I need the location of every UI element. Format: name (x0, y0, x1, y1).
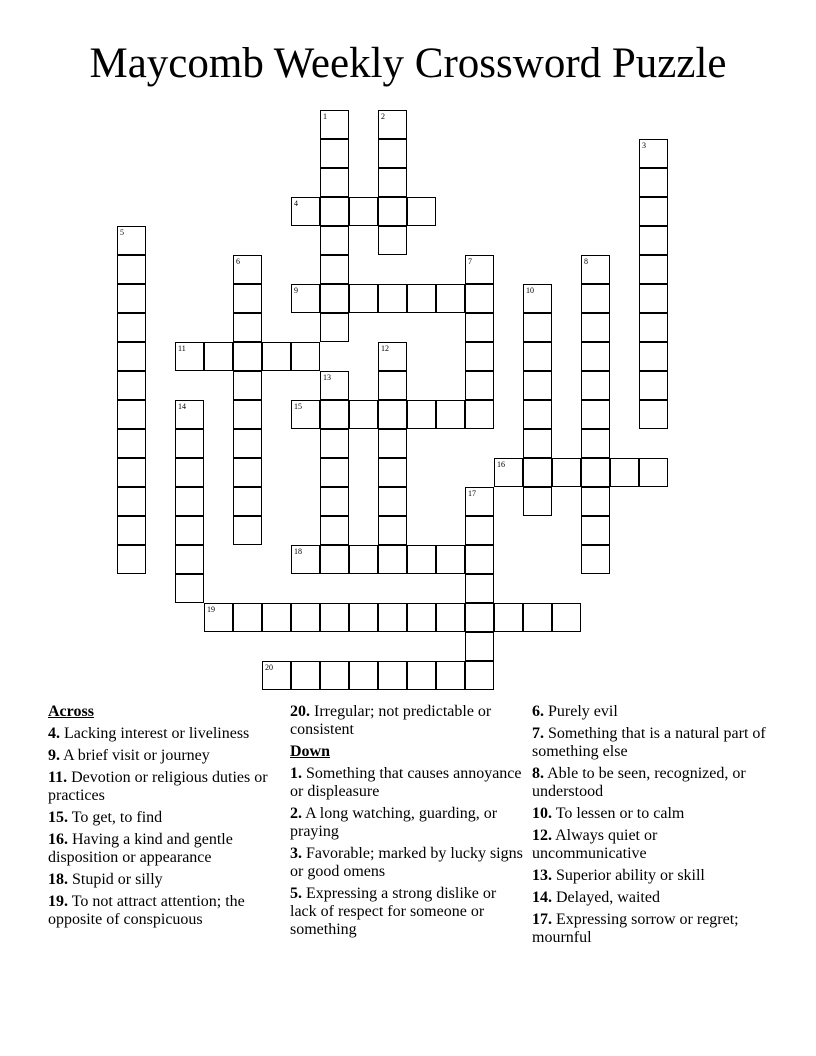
grid-cell[interactable] (407, 400, 436, 429)
grid-cell[interactable] (581, 313, 610, 342)
clue-down-8: 8. Able to be seen, recognized, or understood (532, 765, 746, 800)
grid-cell[interactable] (523, 400, 552, 429)
grid-cell[interactable] (378, 110, 407, 139)
grid-cell[interactable] (175, 487, 204, 516)
grid-cell[interactable] (436, 603, 465, 632)
grid-cell[interactable] (233, 487, 262, 516)
grid-cell[interactable] (117, 371, 146, 400)
cell-number: 12 (381, 344, 389, 353)
grid-cell[interactable] (639, 400, 668, 429)
grid-cell[interactable] (320, 545, 349, 574)
clue-down-2: 2. A long watching, guarding, or praying (290, 805, 498, 840)
grid-cell[interactable] (320, 661, 349, 690)
clue-down-13: 13. Superior ability or skill (532, 867, 705, 884)
grid-cell[interactable] (523, 313, 552, 342)
grid-cell[interactable] (291, 661, 320, 690)
grid-cell[interactable] (378, 429, 407, 458)
grid-cell[interactable] (407, 284, 436, 313)
grid-cell[interactable] (204, 342, 233, 371)
grid-cell[interactable] (523, 371, 552, 400)
grid-cell[interactable] (233, 400, 262, 429)
grid-cell[interactable] (117, 487, 146, 516)
grid-cell[interactable] (639, 342, 668, 371)
grid-cell[interactable] (610, 458, 639, 487)
grid-cell[interactable] (117, 458, 146, 487)
across-heading: Across (48, 703, 94, 720)
grid-cell[interactable] (378, 226, 407, 255)
grid-cell[interactable] (320, 313, 349, 342)
cell-number: 5 (120, 228, 124, 237)
grid-cell[interactable] (117, 255, 146, 284)
grid-cell[interactable] (349, 197, 378, 226)
grid-cell[interactable] (117, 313, 146, 342)
cell-number: 18 (294, 547, 302, 556)
grid-cell[interactable] (581, 284, 610, 313)
grid-cell[interactable] (117, 284, 146, 313)
grid-cell[interactable] (465, 255, 494, 284)
grid-cell[interactable] (291, 603, 320, 632)
grid-cell[interactable] (378, 603, 407, 632)
cell-number: 17 (468, 489, 476, 498)
grid-cell[interactable] (552, 458, 581, 487)
grid-cell[interactable] (523, 603, 552, 632)
grid-cell[interactable] (320, 255, 349, 284)
grid-cell[interactable] (117, 226, 146, 255)
clue-across-19: 19. To not attract attention; the opposite of conspicuous (48, 893, 245, 928)
grid-cell[interactable] (233, 255, 262, 284)
grid-cell[interactable] (581, 516, 610, 545)
grid-cell[interactable] (291, 197, 320, 226)
grid-cell[interactable] (465, 516, 494, 545)
grid-cell[interactable] (291, 400, 320, 429)
grid-cell[interactable] (465, 574, 494, 603)
grid-cell[interactable] (320, 168, 349, 197)
grid-cell[interactable] (291, 342, 320, 371)
page-title: Maycomb Weekly Crossword Puzzle (89, 40, 727, 87)
clues-column-2 (290, 703, 525, 943)
grid-cell[interactable] (552, 603, 581, 632)
grid-cell[interactable] (233, 371, 262, 400)
clue-across-18: 18. Stupid or silly (48, 871, 163, 888)
grid-cell[interactable] (175, 516, 204, 545)
grid-cell[interactable] (407, 545, 436, 574)
grid-cell[interactable] (639, 255, 668, 284)
clue-down-6: 6. Purely evil (532, 703, 618, 720)
cell-number: 15 (294, 402, 302, 411)
grid-cell[interactable] (378, 487, 407, 516)
grid-cell[interactable] (349, 545, 378, 574)
grid-cell[interactable] (378, 458, 407, 487)
cell-number: 11 (178, 344, 186, 353)
grid-cell[interactable] (233, 284, 262, 313)
grid-cell[interactable] (175, 429, 204, 458)
grid-cell[interactable] (320, 110, 349, 139)
grid-cell[interactable] (233, 313, 262, 342)
grid-cell[interactable] (320, 458, 349, 487)
grid-cell[interactable] (320, 487, 349, 516)
grid-cell[interactable] (494, 603, 523, 632)
grid-cell[interactable] (291, 284, 320, 313)
down-heading: Down (290, 743, 331, 760)
grid-cell[interactable] (436, 545, 465, 574)
grid-cell[interactable] (320, 603, 349, 632)
cell-number: 9 (294, 286, 298, 295)
cell-number: 3 (642, 141, 646, 150)
grid-cell[interactable] (378, 342, 407, 371)
grid-cell[interactable] (320, 139, 349, 168)
grid-cell[interactable] (378, 371, 407, 400)
grid-cell[interactable] (233, 342, 262, 371)
grid-cell[interactable] (523, 429, 552, 458)
grid-cell[interactable] (523, 342, 552, 371)
grid-cell[interactable] (117, 429, 146, 458)
grid-cell[interactable] (407, 197, 436, 226)
cell-number: 13 (323, 373, 331, 382)
grid-cell[interactable] (639, 226, 668, 255)
grid-cell[interactable] (117, 342, 146, 371)
clue-across-9: 9. A brief visit or journey (48, 747, 210, 764)
grid-cell[interactable] (465, 400, 494, 429)
grid-cell[interactable] (465, 545, 494, 574)
grid-cell[interactable] (320, 429, 349, 458)
grid-cell[interactable] (407, 661, 436, 690)
grid-cell[interactable] (117, 400, 146, 429)
grid-cell[interactable] (117, 545, 146, 574)
grid-cell[interactable] (233, 458, 262, 487)
clue-down-1: 1. Something that causes annoyance or displeasure (290, 765, 522, 800)
grid-cell[interactable] (349, 603, 378, 632)
clue-down-5: 5. Expressing a strong dislike or lack of respect for someone or something (290, 885, 497, 938)
grid-cell[interactable] (175, 342, 204, 371)
grid-cell[interactable] (320, 284, 349, 313)
grid-cell[interactable] (378, 139, 407, 168)
grid-cell[interactable] (117, 516, 146, 545)
grid-cell[interactable] (581, 487, 610, 516)
grid-cell[interactable] (639, 139, 668, 168)
clue-down-10: 10. To lessen or to calm (532, 805, 685, 822)
grid-cell[interactable] (465, 632, 494, 661)
cell-number: 7 (468, 257, 472, 266)
grid-cell[interactable] (523, 284, 552, 313)
grid-cell[interactable] (465, 342, 494, 371)
grid-cell[interactable] (639, 458, 668, 487)
grid-cell[interactable] (262, 603, 291, 632)
grid-cell[interactable] (378, 197, 407, 226)
cell-number: 10 (526, 286, 534, 295)
grid-cell[interactable] (465, 371, 494, 400)
grid-cell[interactable] (581, 342, 610, 371)
clue-down-7: 7. Something that is a natural part of something else (532, 725, 766, 760)
grid-cell[interactable] (175, 458, 204, 487)
grid-cell[interactable] (175, 545, 204, 574)
grid-cell[interactable] (407, 603, 436, 632)
grid-cell[interactable] (465, 313, 494, 342)
grid-cell[interactable] (581, 429, 610, 458)
grid-cell[interactable] (465, 487, 494, 516)
grid-cell[interactable] (465, 661, 494, 690)
grid-cell[interactable] (581, 400, 610, 429)
grid-cell[interactable] (320, 197, 349, 226)
grid-cell[interactable] (204, 603, 233, 632)
clue-across-4: 4. Lacking interest or liveliness (48, 725, 250, 742)
grid-cell[interactable] (581, 458, 610, 487)
grid-cell[interactable] (378, 545, 407, 574)
grid-cell[interactable] (581, 545, 610, 574)
cell-number: 6 (236, 257, 240, 266)
grid-cell[interactable] (320, 400, 349, 429)
grid-cell[interactable] (320, 371, 349, 400)
cell-number: 16 (497, 460, 505, 469)
cell-number: 19 (207, 605, 215, 614)
clue-across-16: 16. Having a kind and gentle disposition or appearance (48, 831, 233, 866)
grid-cell[interactable] (262, 661, 291, 690)
grid-cell[interactable] (320, 516, 349, 545)
clues-column-1 (48, 703, 283, 933)
cell-number: 14 (178, 402, 186, 411)
grid-cell[interactable] (523, 458, 552, 487)
grid-cell[interactable] (349, 400, 378, 429)
grid-cell[interactable] (233, 516, 262, 545)
grid-cell[interactable] (639, 197, 668, 226)
grid-cell[interactable] (378, 661, 407, 690)
grid-cell[interactable] (639, 313, 668, 342)
clue-down-12: 12. Always quiet or uncommunicative (532, 827, 658, 862)
grid-cell[interactable] (233, 603, 262, 632)
cell-number: 1 (323, 112, 327, 121)
grid-cell[interactable] (581, 371, 610, 400)
grid-cell[interactable] (494, 458, 523, 487)
grid-cell[interactable] (320, 226, 349, 255)
grid-cell[interactable] (436, 661, 465, 690)
grid-cell[interactable] (378, 516, 407, 545)
grid-cell[interactable] (378, 284, 407, 313)
clue-across-20: 20. Irregular; not predictable or consistent (290, 703, 492, 738)
grid-cell[interactable] (523, 487, 552, 516)
cell-number: 2 (381, 112, 385, 121)
grid-cell[interactable] (639, 284, 668, 313)
cell-number: 20 (265, 663, 273, 672)
grid-cell[interactable] (465, 603, 494, 632)
grid-cell[interactable] (581, 255, 610, 284)
grid-cell[interactable] (175, 574, 204, 603)
grid-cell[interactable] (233, 429, 262, 458)
clue-down-17: 17. Expressing sorrow or regret; mournful (532, 911, 739, 946)
clues-column-3 (532, 703, 767, 951)
grid-cell[interactable] (291, 545, 320, 574)
clue-across-11: 11. Devotion or religious duties or practices (48, 769, 268, 804)
grid-cell[interactable] (175, 400, 204, 429)
grid-cell[interactable] (436, 284, 465, 313)
cell-number: 8 (584, 257, 588, 266)
grid-cell[interactable] (639, 168, 668, 197)
grid-cell[interactable] (378, 168, 407, 197)
cell-number: 4 (294, 199, 298, 208)
grid-cell[interactable] (639, 371, 668, 400)
clue-down-3: 3. Favorable; marked by lucky signs or good omens (290, 845, 523, 880)
grid-cell[interactable] (349, 284, 378, 313)
grid-cell[interactable] (436, 400, 465, 429)
clue-down-14: 14. Delayed, waited (532, 889, 660, 906)
grid-cell[interactable] (262, 342, 291, 371)
grid-cell[interactable] (378, 400, 407, 429)
grid-cell[interactable] (465, 284, 494, 313)
grid-cell[interactable] (349, 661, 378, 690)
clue-across-15: 15. To get, to find (48, 809, 163, 826)
